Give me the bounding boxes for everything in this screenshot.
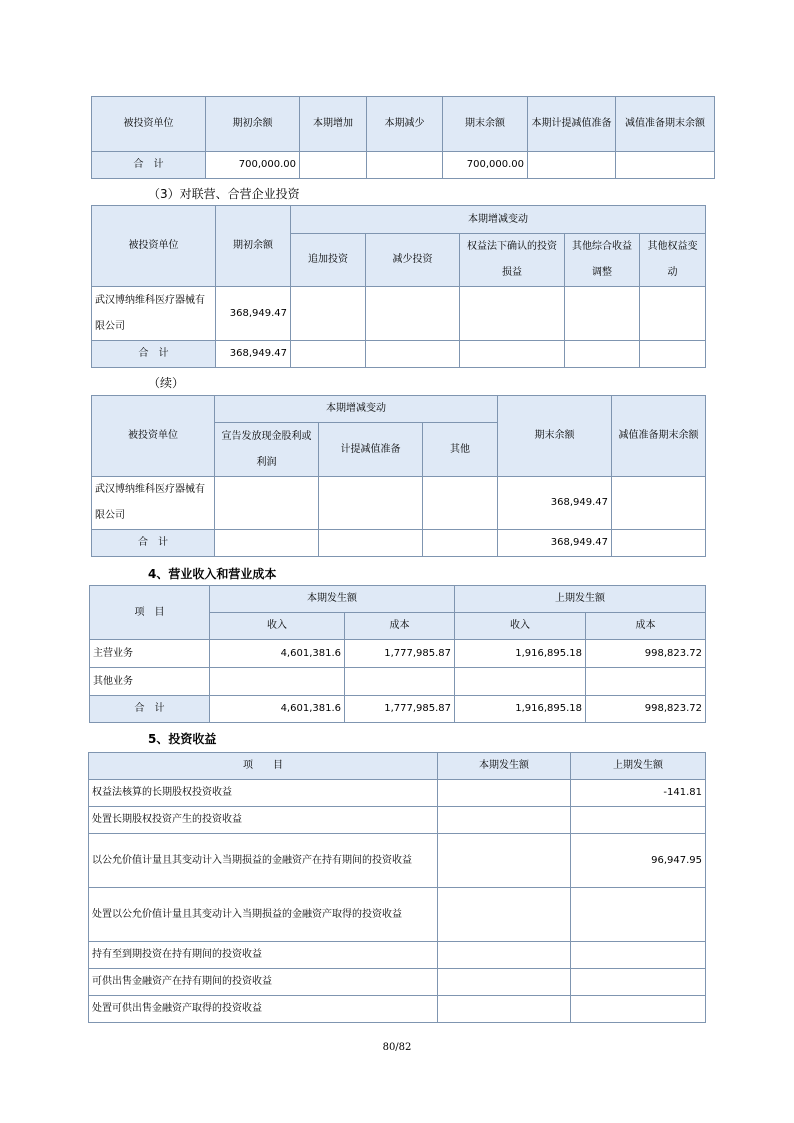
header-cell: 收入 — [210, 613, 345, 640]
total-label: 合 计 — [92, 341, 216, 368]
long-term-investment-table — [91, 96, 715, 179]
row-label: 权益法核算的长期股权投资收益 — [89, 780, 438, 807]
cell-value — [571, 942, 706, 969]
total-value: 998,823.72 — [586, 696, 706, 723]
cell-value — [571, 807, 706, 834]
header-cell: 计提减值准备 — [319, 423, 423, 477]
header-cell: 其他综合收益调整 — [565, 234, 640, 287]
header-cell: 被投资单位 — [92, 206, 216, 287]
associate-investment-table — [91, 205, 706, 368]
header-cell: 期初余额 — [216, 206, 291, 287]
header-group: 本期发生额 — [210, 586, 455, 613]
header-cell: 期初余额 — [206, 97, 300, 152]
row-label: 可供出售金融资产在持有期间的投资收益 — [89, 969, 438, 996]
cell-value — [210, 668, 345, 696]
header-group: 本期增减变动 — [291, 206, 706, 234]
total-value: 700,000.00 — [206, 152, 300, 179]
investment-income-table — [88, 752, 706, 1023]
cell-value: 1,777,985.87 — [345, 640, 455, 668]
row-label: 处置以公允价值计量且其变动计入当期损益的金融资产取得的投资收益 — [89, 888, 438, 942]
header-cell: 期末余额 — [443, 97, 528, 152]
row-label: 武汉博纳维科医疗器械有限公司 — [92, 287, 216, 341]
header-cell: 被投资单位 — [92, 396, 215, 477]
cell-value — [438, 942, 571, 969]
total-value: 4,601,381.6 — [210, 696, 345, 723]
cell-value: 368,949.47 — [498, 477, 612, 530]
row-label: 持有至到期投资在持有期间的投资收益 — [89, 942, 438, 969]
header-cell: 追加投资 — [291, 234, 366, 287]
header-cell: 本期计提减值准备 — [528, 97, 616, 152]
header-cell: 本期发生额 — [438, 753, 571, 780]
total-value: 700,000.00 — [443, 152, 528, 179]
cell-value — [345, 668, 455, 696]
total-label: 合 计 — [92, 530, 215, 557]
header-cell: 收入 — [455, 613, 586, 640]
header-cell: 本期减少 — [367, 97, 443, 152]
cell-value — [571, 996, 706, 1023]
total-label: 合 计 — [92, 152, 206, 179]
row-label: 其他业务 — [90, 668, 210, 696]
total-value: 1,777,985.87 — [345, 696, 455, 723]
total-value: 1,916,895.18 — [455, 696, 586, 723]
cell-value: 4,601,381.6 — [210, 640, 345, 668]
cell-value — [438, 780, 571, 807]
revenue-cost-table — [89, 585, 706, 723]
cell-value — [438, 996, 571, 1023]
total-value — [528, 152, 616, 179]
cell-value — [455, 668, 586, 696]
row-label: 处置长期股权投资产生的投资收益 — [89, 807, 438, 834]
cell-value: 96,947.95 — [571, 834, 706, 888]
page-number: 80/82 — [382, 1042, 412, 1053]
section-caption: （续） — [148, 376, 185, 390]
cell-value — [438, 807, 571, 834]
associate-investment-cont-table — [91, 395, 706, 557]
section-caption: 4、营业收入和营业成本 — [148, 567, 277, 581]
header-cell: 成本 — [345, 613, 455, 640]
header-cell: 宣告发放现金股利或利润 — [215, 423, 319, 477]
total-value — [616, 152, 715, 179]
header-cell: 其他 — [423, 423, 498, 477]
cell-value: 368,949.47 — [216, 287, 291, 341]
row-label: 主营业务 — [90, 640, 210, 668]
header-cell: 本期增加 — [300, 97, 367, 152]
total-label: 合 计 — [90, 696, 210, 723]
cell-value — [571, 888, 706, 942]
header-cell: 项 目 — [90, 586, 210, 640]
header-cell: 减少投资 — [366, 234, 460, 287]
header-cell: 减值准备期末余额 — [612, 396, 706, 477]
header-cell: 上期发生额 — [571, 753, 706, 780]
total-value: 368,949.47 — [216, 341, 291, 368]
cell-value — [438, 888, 571, 942]
row-label: 武汉博纳维科医疗器械有限公司 — [92, 477, 215, 530]
header-cell: 成本 — [586, 613, 706, 640]
cell-value — [438, 834, 571, 888]
cell-value: 1,916,895.18 — [455, 640, 586, 668]
section-caption: 5、投资收益 — [148, 732, 217, 746]
total-value — [367, 152, 443, 179]
header-cell: 期末余额 — [498, 396, 612, 477]
cell-value — [438, 969, 571, 996]
header-cell: 权益法下确认的投资损益 — [460, 234, 565, 287]
cell-value — [586, 668, 706, 696]
header-cell: 被投资单位 — [92, 97, 206, 152]
header-cell: 减值准备期末余额 — [616, 97, 715, 152]
header-group: 上期发生额 — [455, 586, 706, 613]
row-label: 处置可供出售金融资产取得的投资收益 — [89, 996, 438, 1023]
row-label: 以公允价值计量且其变动计入当期损益的金融资产在持有期间的投资收益 — [89, 834, 438, 888]
total-value: 368,949.47 — [498, 530, 612, 557]
section-caption: （3）对联营、合营企业投资 — [148, 187, 300, 201]
header-group: 本期增减变动 — [215, 396, 498, 423]
cell-value — [571, 969, 706, 996]
header-cell: 其他权益变动 — [640, 234, 706, 287]
cell-value: -141.81 — [571, 780, 706, 807]
total-value — [300, 152, 367, 179]
header-cell: 项 目 — [89, 753, 438, 780]
cell-value: 998,823.72 — [586, 640, 706, 668]
